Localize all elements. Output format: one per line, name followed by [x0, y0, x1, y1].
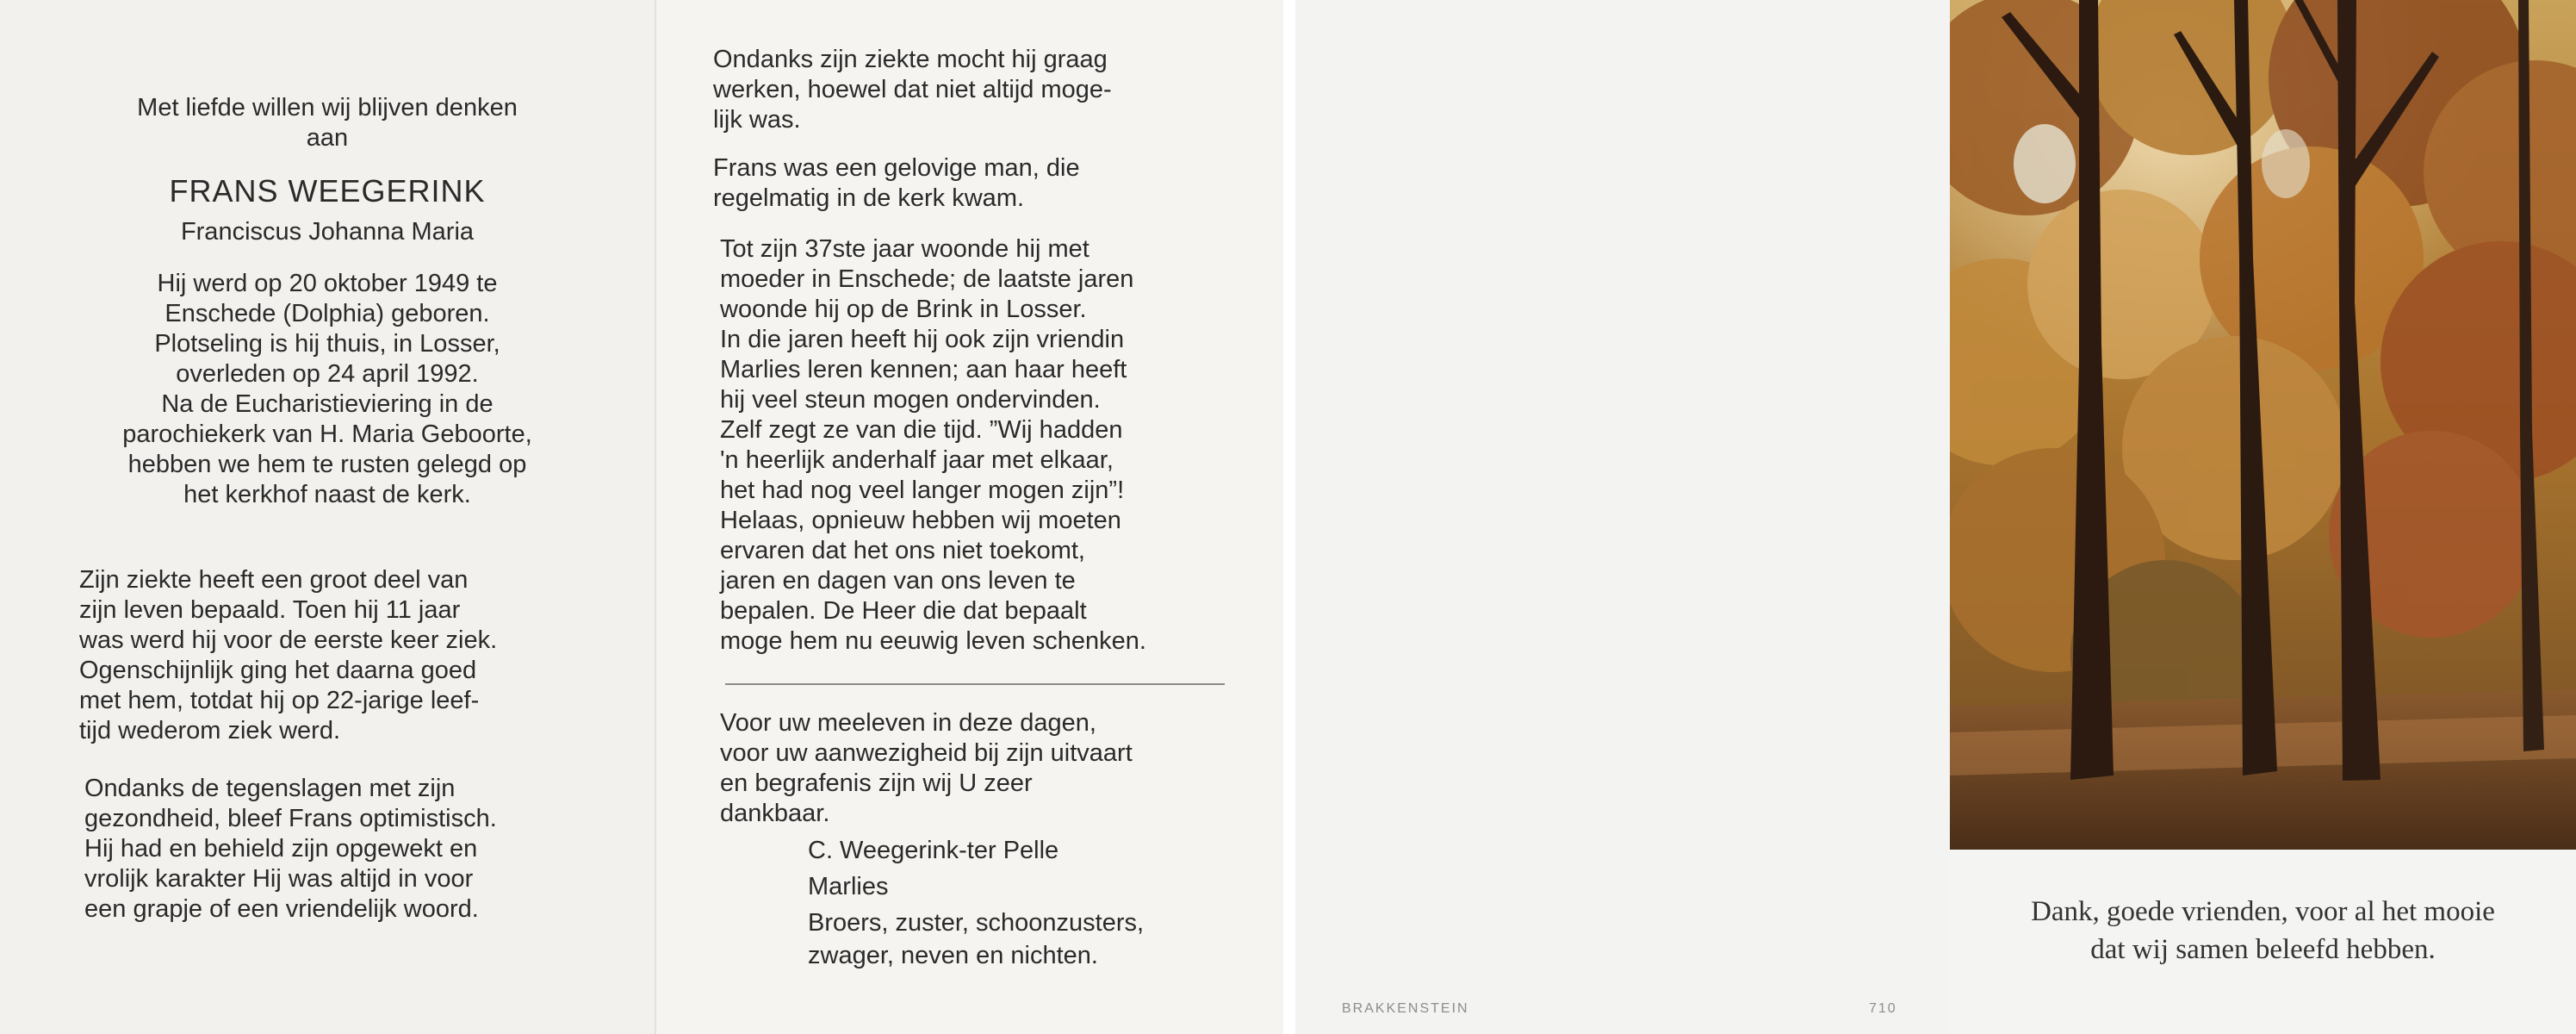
given-names: Franciscus Johanna Maria	[180, 218, 475, 246]
optimism-paragraph: Ondanks de tegenslagen met zijn gezondheid, bleef Frans optimistisch. Hij had en behield zijn opgewekt en vrolijk karakter Hij was altijd in voor een grapje of een vriendelijk woord.	[84, 775, 497, 923]
faith-paragraph: Frans was een gelovige man, die regelmatig in de kerk kwam.	[713, 154, 1080, 212]
illness-paragraph: Zijn ziekte heeft een groot deel van zijn leven bepaald. Toen hij 11 jaar was werd hij voor de eerste keer ziek. Ogenschijnlijk ging het daarna goed met hem, totdat hij op 22-jarige leef- tijd wederom ziek werd.	[79, 566, 498, 744]
forest-illustration	[1950, 0, 2576, 850]
left-card-panel	[0, 0, 655, 1034]
signature-partner: Marlies	[808, 873, 889, 900]
deceased-name: FRANS WEEGERINK	[169, 173, 486, 209]
signatures	[808, 834, 1256, 972]
thanks-paragraph: Voor uw meeleven in deze dagen, voor uw aanwezigheid bij zijn uitvaart en begrafenis zijn wij U zeer dankbaar.	[720, 709, 1133, 827]
birth-text: Hij werd op 20 oktober 1949 te Enschede (Dolphia) geboren. Plotseling is hij thuis, in Losser, overleden op 24 april 1992. Na de Eucharistieviering in de parochiekerk van H. Maria Geboorte, hebben we hem te rusten gelegd op het kerkhof naast de kerk.	[122, 270, 532, 508]
life-paragraph: Tot zijn 37ste jaar woonde hij met moeder in Enschede; de laatste jaren woonde hij op de Brink in Losser. In die jaren heeft hij ook zijn vriendin Marlies leren kennen; aan haar heeft hij veel steun mogen ondervinden. Zelf zegt ze van die tijd. ”Wij hadden 'n heerlijk anderhalf jaar met elkaar, het had nog veel langer mogen zijn”! Helaas, opnieuw hebben wij moeten ervaren dat het ons niet toekomt, jaren en dagen van ons leven te bepalen. De Heer die dat bepaalt moge hem nu eeuwig leven schenken.	[720, 235, 1146, 655]
autumn-forest-photo	[1950, 0, 2576, 850]
middle-card-panel	[655, 0, 1283, 1034]
publisher-label: BRAKKENSTEIN	[1342, 1001, 1469, 1016]
divider-line	[725, 683, 1225, 685]
signature-family: Broers, zuster, schoonzusters, zwager, neven en nichten.	[808, 909, 1145, 969]
photo-panel	[1950, 0, 2576, 1034]
intro-text: Met liefde willen wij blijven denken aan	[137, 94, 518, 152]
card-fold-gap	[1283, 0, 1295, 1034]
closing-quote: Dank, goede vrienden, voor al het mooie dat wij samen beleefd hebben.	[2031, 896, 2495, 965]
signature-mother: C. Weegerink-ter Pelle	[808, 837, 1059, 864]
blank-back-panel	[1295, 0, 1950, 1034]
work-paragraph: Ondanks zijn ziekte mocht hij graag werken, hoewel dat niet altijd moge- lijk was.	[713, 46, 1112, 134]
card-number: 710	[1869, 1001, 1897, 1016]
